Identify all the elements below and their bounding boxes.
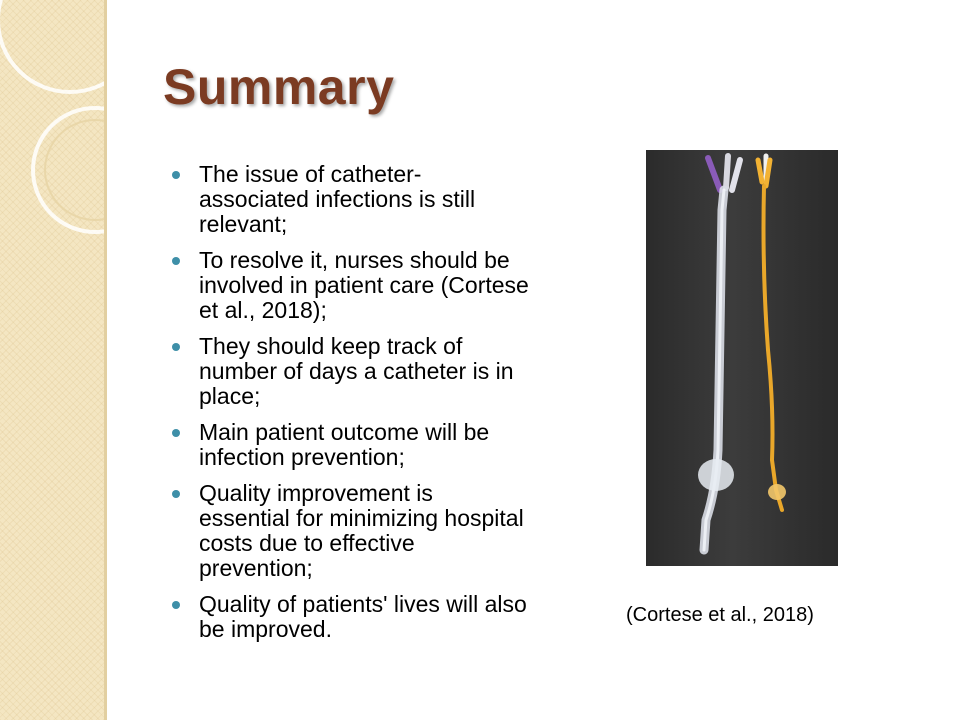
bullet-text: Quality improvement is essential for minimizing hospital costs due to effective prevention; <box>199 480 524 581</box>
bullet-item <box>170 592 530 642</box>
slide-title: Summary <box>163 59 395 115</box>
bullet-icon <box>172 429 180 437</box>
bullet-text: To resolve it, nurses should be involved in patient care (Cortese et al., 2018); <box>199 247 529 323</box>
bullet-icon <box>172 171 180 179</box>
bullet-icon <box>172 490 180 498</box>
bullet-text: Main patient outcome will be infection prevention; <box>199 419 490 470</box>
decorative-sidebar <box>0 0 104 720</box>
bullet-item <box>170 248 530 323</box>
bullet-text: They should keep track of number of days a catheter is in place; <box>199 333 514 409</box>
image-caption: (Cortese et al., 2018) <box>626 604 814 626</box>
catheter-photo <box>646 150 838 566</box>
sidebar-edge <box>104 0 107 720</box>
bullet-item <box>170 481 530 581</box>
bullet-item <box>170 334 530 409</box>
bullet-text: The issue of catheter-associated infections is still relevant; <box>199 161 476 237</box>
bullet-text: Quality of patients' lives will also be improved. <box>199 591 527 642</box>
catheter-illustration <box>646 150 838 566</box>
bullet-list <box>170 162 530 653</box>
decorative-circles <box>0 0 104 260</box>
bullet-icon <box>172 343 180 351</box>
bullet-item <box>170 162 530 237</box>
bullet-icon <box>172 601 180 609</box>
bullet-item <box>170 420 530 470</box>
bullet-icon <box>172 257 180 265</box>
